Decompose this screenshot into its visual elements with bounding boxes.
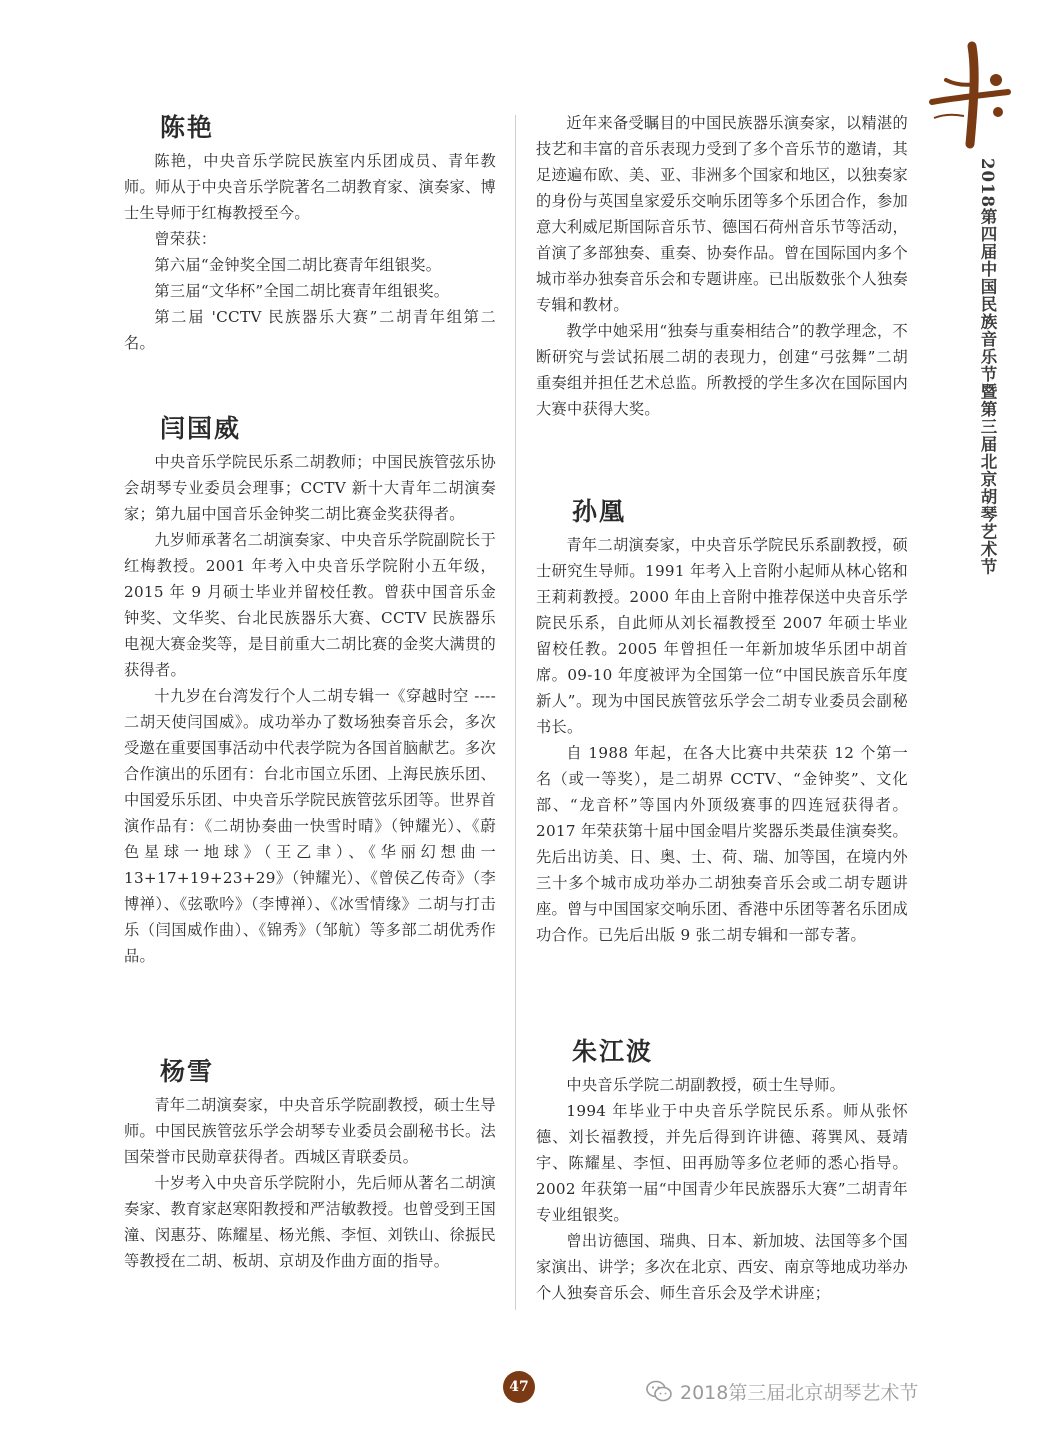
bio-paragraph: 曾荣获： [154, 230, 217, 248]
column-divider [515, 115, 516, 1310]
bio-paragraph: 青年二胡演奏家，中央音乐学院副教授，硕士生导师。中国民族管弦乐学会胡琴专业委员会副秘书长。法国荣誉市民勋章获得者。西城区青联委员。 [124, 1096, 496, 1166]
page-number: 47 [503, 1371, 535, 1403]
bio-section-continued [536, 110, 908, 422]
watermark-text: 2018第三届北京胡琴艺术节 [680, 1381, 919, 1404]
bio-section [536, 496, 908, 948]
bio-paragraph: 十岁考入中央音乐学院附小，先后师从著名二胡演奏家、教育家赵寒阳教授和严洁敏教授。也曾受到王国潼、闵惠芬、陈耀星、杨光熊、李恒、刘铁山、徐振民等教授在二胡、板胡、京胡及作曲方面的指导。 [124, 1174, 496, 1270]
bio-paragraph: 自 1988 年起，在各大比赛中共荣获 12 个第一名（或一等奖），是二胡界 CCTV、“金钟奖”、文化部、“龙音杯”等国内外顶级赛事的四连冠获得者。2017 年荣获第十届中国金唱片奖器乐类最佳演奏奖。先后出访美、日、奥、士、荷、瑞、加等国，在境内外三十多个城市成功举办二胡独奏音乐会或二胡专题讲座。曾与中国国家交响乐团、香港中乐团等著名乐团成功合作。已先后出版 9 张二胡专辑和一部专著。 [536, 744, 908, 944]
bio-paragraph: 第二届 'CCTV 民族器乐大赛”二胡青年组第二名。 [124, 308, 496, 352]
bio-name: 闫国威 [160, 414, 242, 443]
bio-paragraph: 陈艳，中央音乐学院民族室内乐团成员、青年教师。师从于中央音乐学院著名二胡教育家、演奏家、博士生导师于红梅教授至今。 [124, 152, 496, 222]
bio-paragraph: 曾出访德国、瑞典、日本、新加坡、法国等多个国家演出、讲学；多次在北京、西安、南京等地成功举办个人独奏音乐会、师生音乐会及学术讲座； [536, 1232, 908, 1302]
bio-name: 孙凰 [572, 497, 627, 526]
bio-name: 陈艳 [160, 113, 215, 142]
wechat-watermark [646, 1378, 918, 1404]
bio-paragraph: 1994 年毕业于中央音乐学院民乐系。师从张怀德、刘长福教授，并先后得到许讲德、蒋巽风、聂靖宇、陈耀星、李恒、田再励等多位老师的悉心指导。2002 年获第一届“中国青少年民族器乐大赛”二胡青年专业组银奖。 [536, 1102, 908, 1224]
bio-paragraph: 中央音乐学院二胡副教授，硕士生导师。 [566, 1076, 846, 1094]
wechat-icon [646, 1380, 672, 1402]
bio-name: 杨雪 [160, 1057, 215, 1086]
calligraphy-logo-icon [924, 40, 1014, 150]
bio-paragraph: 九岁师承著名二胡演奏家、中央音乐学院副院长于红梅教授。2001 年考入中央音乐学院附小五年级，2015 年 9 月硕士毕业并留校任教。曾获中国音乐金钟奖、文华奖、台北民族器乐大赛、CCTV 民族器乐电视大赛金奖等，是目前重大二胡比赛的金奖大满贯的获得者。 [124, 531, 496, 679]
bio-name: 朱江波 [572, 1037, 654, 1066]
bio-paragraph: 第三届“文华杯”全国二胡比赛青年组银奖。 [154, 282, 450, 300]
bio-section [124, 413, 496, 969]
bio-paragraph: 第六届“金钟奖全国二胡比赛青年组银奖。 [154, 256, 442, 274]
bio-paragraph: 十九岁在台湾发行个人二胡专辑一《穿越时空 ---- 二胡天使闫国威》。成功举办了数场独奏音乐会，多次受邀在重要国事活动中代表学院为各国首脑献艺。多次合作演出的乐团有：台北市国立乐团、上海民族乐团、中国爱乐乐团、中央音乐学院民族管弦乐团等。世界首演作品有：《二胡协奏曲一快雪时晴》（钟耀光）、《蔚色星球一地球》（王乙聿）、《华丽幻想曲一13+17+19+23+29》（钟耀光）、《曾侯乙传奇》（李博禅）、《弦歌吟》（李博禅）、《冰雪情缘》二胡与打击乐（闫国威作曲）、《锦秀》（邹航）等多部二胡优秀作品。 [124, 687, 496, 965]
bio-paragraph: 青年二胡演奏家，中央音乐学院民乐系副教授，硕士研究生导师。1991 年考入上音附小起师从林心铭和王莉莉教授。2000 年由上音附中推荐保送中央音乐学院民乐系，自此师从刘长福教授至 2007 年硕士毕业留校任教。2005 年曾担任一年新加坡华乐团中胡首席。09-10 年度被评为全国第一位“中国民族音乐年度新人”。现为中国民族管弦乐学会二胡专业委员会副秘书长。 [536, 536, 908, 736]
bio-section [124, 112, 496, 356]
bio-paragraph: 中央音乐学院民乐系二胡教师；中国民族管弦乐协会胡琴专业委员会理事；CCTV 新十大青年二胡演奏家；第九届中国音乐金钟奖二胡比赛金奖获得者。 [124, 453, 496, 523]
bio-paragraph: 近年来备受瞩目的中国民族器乐演奏家，以精湛的技艺和丰富的音乐表现力受到了多个音乐节的邀请，其足迹遍布欧、美、亚、非洲多个国家和地区，以独奏家的身份与英国皇家爱乐交响乐团等多个乐团合作，参加意大利威尼斯国际音乐节、德国石荷州音乐节等活动，首演了多部独奏、重奏、协奏作品。曾在国际国内多个城市举办独奏音乐会和专题讲座。已出版数张个人独奏专辑和教材。 [536, 114, 908, 314]
bio-section [124, 1056, 496, 1274]
bio-section [536, 1036, 908, 1306]
festival-side-title: 2018第四届中国民族音乐节暨第三届北京胡琴艺术节 [978, 158, 997, 576]
bio-paragraph: 教学中她采用“独奏与重奏相结合”的教学理念，不断研究与尝试拓展二胡的表现力，创建“弓弦舞”二胡重奏组并担任艺术总监。所教授的学生多次在国际国内大赛中获得大奖。 [536, 322, 908, 418]
